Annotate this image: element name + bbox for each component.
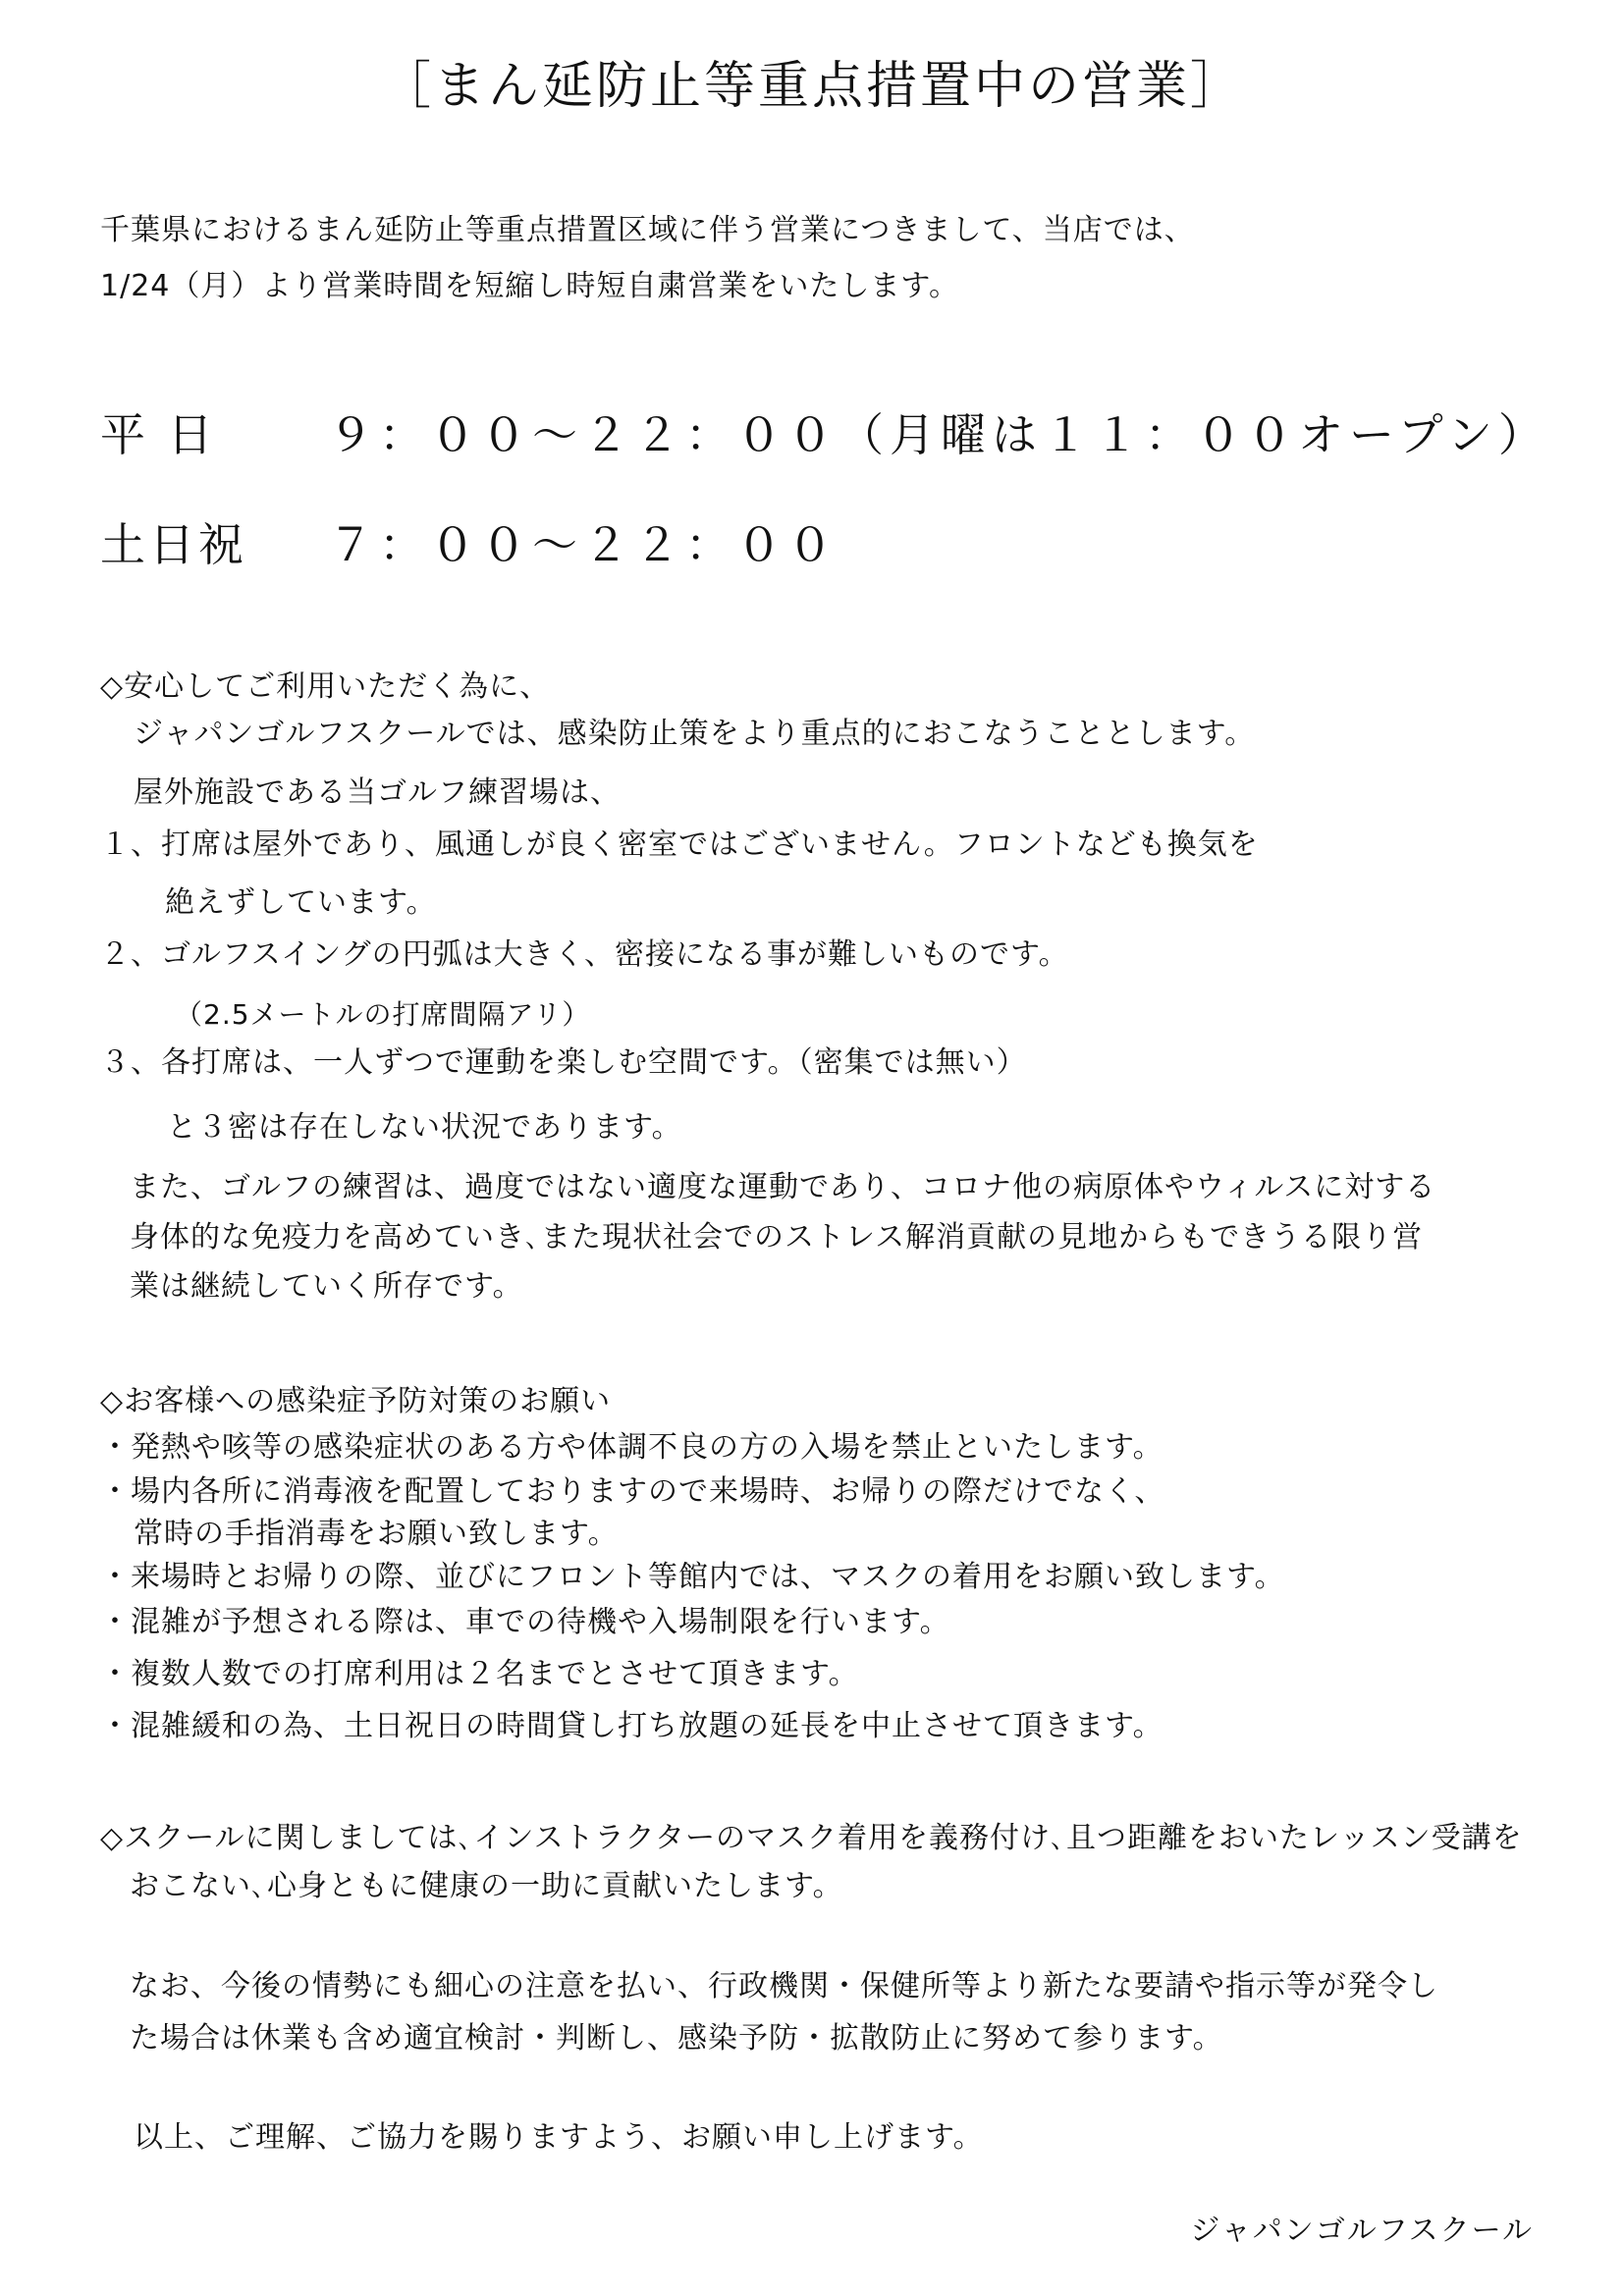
safety-line: 身体的な免疫力を高めていき､また現状社会でのストレス解消貢献の見地からもできうる限り営 xyxy=(130,1220,1424,1255)
intro-line-2: 1/24（月）より営業時間を短縮し時短自粛営業をいたします。 xyxy=(100,269,959,303)
request-item: 常時の手指消毒をお願い致します。 xyxy=(134,1517,619,1551)
weekend-hours-value: ７：００～２２：００ xyxy=(328,518,839,571)
safety-line: ジャパンゴルフスクールでは、感染防止策をより重点的におこなうこととします。 xyxy=(134,717,1256,751)
request-item: ・場内各所に消毒液を配置しておりますので来場時、お帰りの際だけでなく、 xyxy=(100,1474,1165,1509)
closing-line: 以上、ご理解、ご協力を賜りますよう、お願い申し上げます。 xyxy=(134,2120,984,2155)
requests-heading: ◇お客様への感染症予防対策のお願い xyxy=(100,1384,612,1418)
safety-line: ２、ゴルフスイングの円弧は大きく、密接になる事が難しいものです。 xyxy=(100,937,1069,972)
request-item: ・複数人数での打席利用は２名までとさせて頂きます。 xyxy=(100,1657,859,1691)
page-title: ［まん延防止等重点措置中の営業］ xyxy=(379,57,1244,116)
request-item: ・発熱や咳等の感染症状のある方や体調不良の方の入場を禁止といたします。 xyxy=(100,1430,1164,1465)
safety-line: １、打席は屋外であり、風通しが良く密室ではございません。フロントなども換気を xyxy=(100,828,1259,862)
safety-line: （2.5メートルの打席間隔アリ） xyxy=(175,998,591,1031)
weekday-label: 平 日 xyxy=(100,408,217,461)
safety-heading: ◇安心してご利用いただく為に、 xyxy=(100,669,551,704)
safety-line: また、ゴルフの練習は、過度ではない適度な運動であり、コロナ他の病原体やウィルスに対する xyxy=(130,1170,1436,1204)
request-item: ・混雑緩和の為、土日祝日の時間貸し打ち放題の延長を中止させて頂きます。 xyxy=(100,1709,1164,1743)
safety-line: 絶えずしています。 xyxy=(165,885,437,920)
safety-line: 業は継続していく所存です。 xyxy=(130,1269,523,1304)
request-item: ・来場時とお帰りの際、並びにフロント等館内では、マスクの着用をお願い致します。 xyxy=(100,1560,1285,1594)
school-line-1: ◇スクールに関しましては､インストラクターのマスク着用を義務付け､且つ距離をおいたレッスン受講を xyxy=(100,1821,1523,1855)
notice-line-1: なお、今後の情勢にも細心の注意を払い、行政機関・保健所等より新たな要請や指示等が発令し xyxy=(130,1969,1438,2003)
school-line-2: おこない､心身ともに健康の一助に貢献いたします。 xyxy=(130,1869,843,1903)
signature: ジャパンゴルフスクール xyxy=(1190,2214,1534,2248)
safety-line: 屋外施設である当ゴルフ練習場は、 xyxy=(134,775,621,810)
intro-line-1: 千葉県におけるまん延防止等重点措置区域に伴う営業につきまして、当店では、 xyxy=(100,213,1195,247)
safety-line: と３密は存在しない状況であります。 xyxy=(167,1110,682,1145)
request-item: ・混雑が予想される際は、車での待機や入場制限を行います。 xyxy=(100,1605,950,1639)
weekend-holiday-label: 土日祝 xyxy=(100,518,247,571)
safety-line: ３、各打席は、一人ずつで運動を楽しむ空間です。（密集では無い） xyxy=(100,1045,1027,1080)
weekday-hours-value: ９：００～２２：００（月曜は１１：００オープン） xyxy=(328,408,1549,461)
notice-line-2: た場合は休業も含め適宜検討・判断し、感染予防・拡散防止に努めて参ります。 xyxy=(130,2021,1223,2056)
